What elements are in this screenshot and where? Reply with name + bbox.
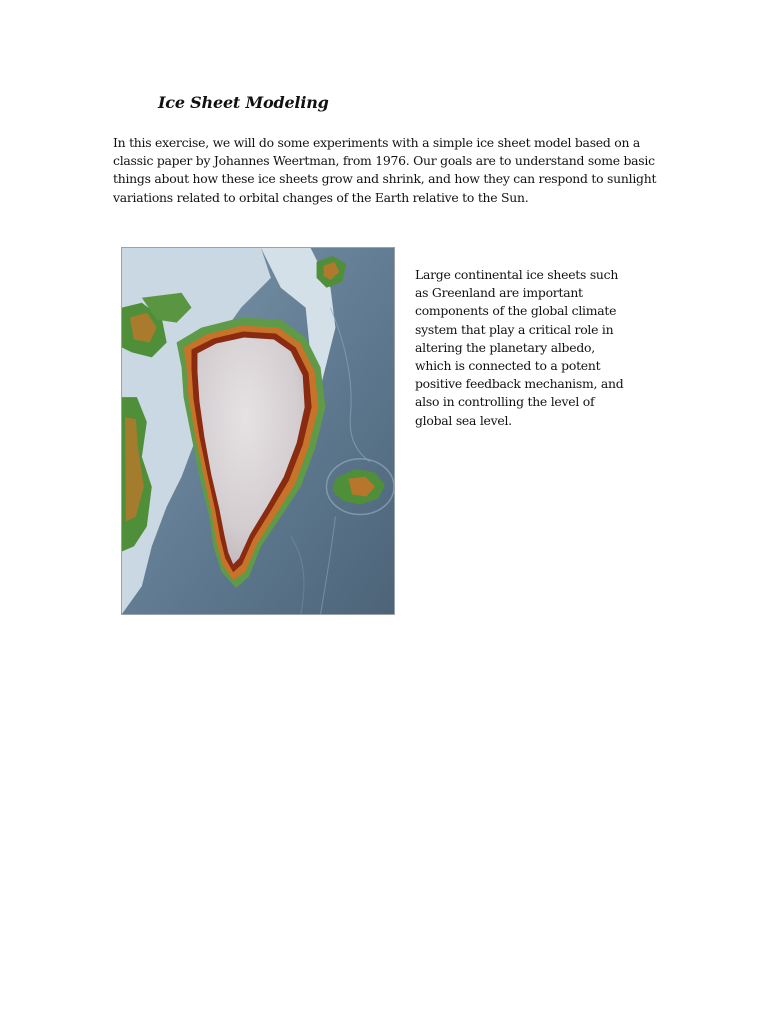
- intro-paragraph: In this exercise, we will do some experiments with a simple ice sheet model based on a classic paper by Johannes Weertman, from 1976. Our goals are to understand some basic things about how these ice sheets grow and shrink, and how they can respond to sunlight variations related to orbital changes of the Earth relative to the Sun.: [113, 135, 657, 205]
- greenland-map-image: [121, 247, 395, 615]
- page-title: Ice Sheet Modeling: [158, 93, 329, 112]
- side-paragraph: Large continental ice sheets such as Greenland are important components of the global climate system that play a critical role in altering the planetary albedo, which is connected to a potent positive feedback mechanism, and also in controlling the level of global sea level.: [415, 267, 624, 428]
- greenland-relief-map: [122, 248, 394, 614]
